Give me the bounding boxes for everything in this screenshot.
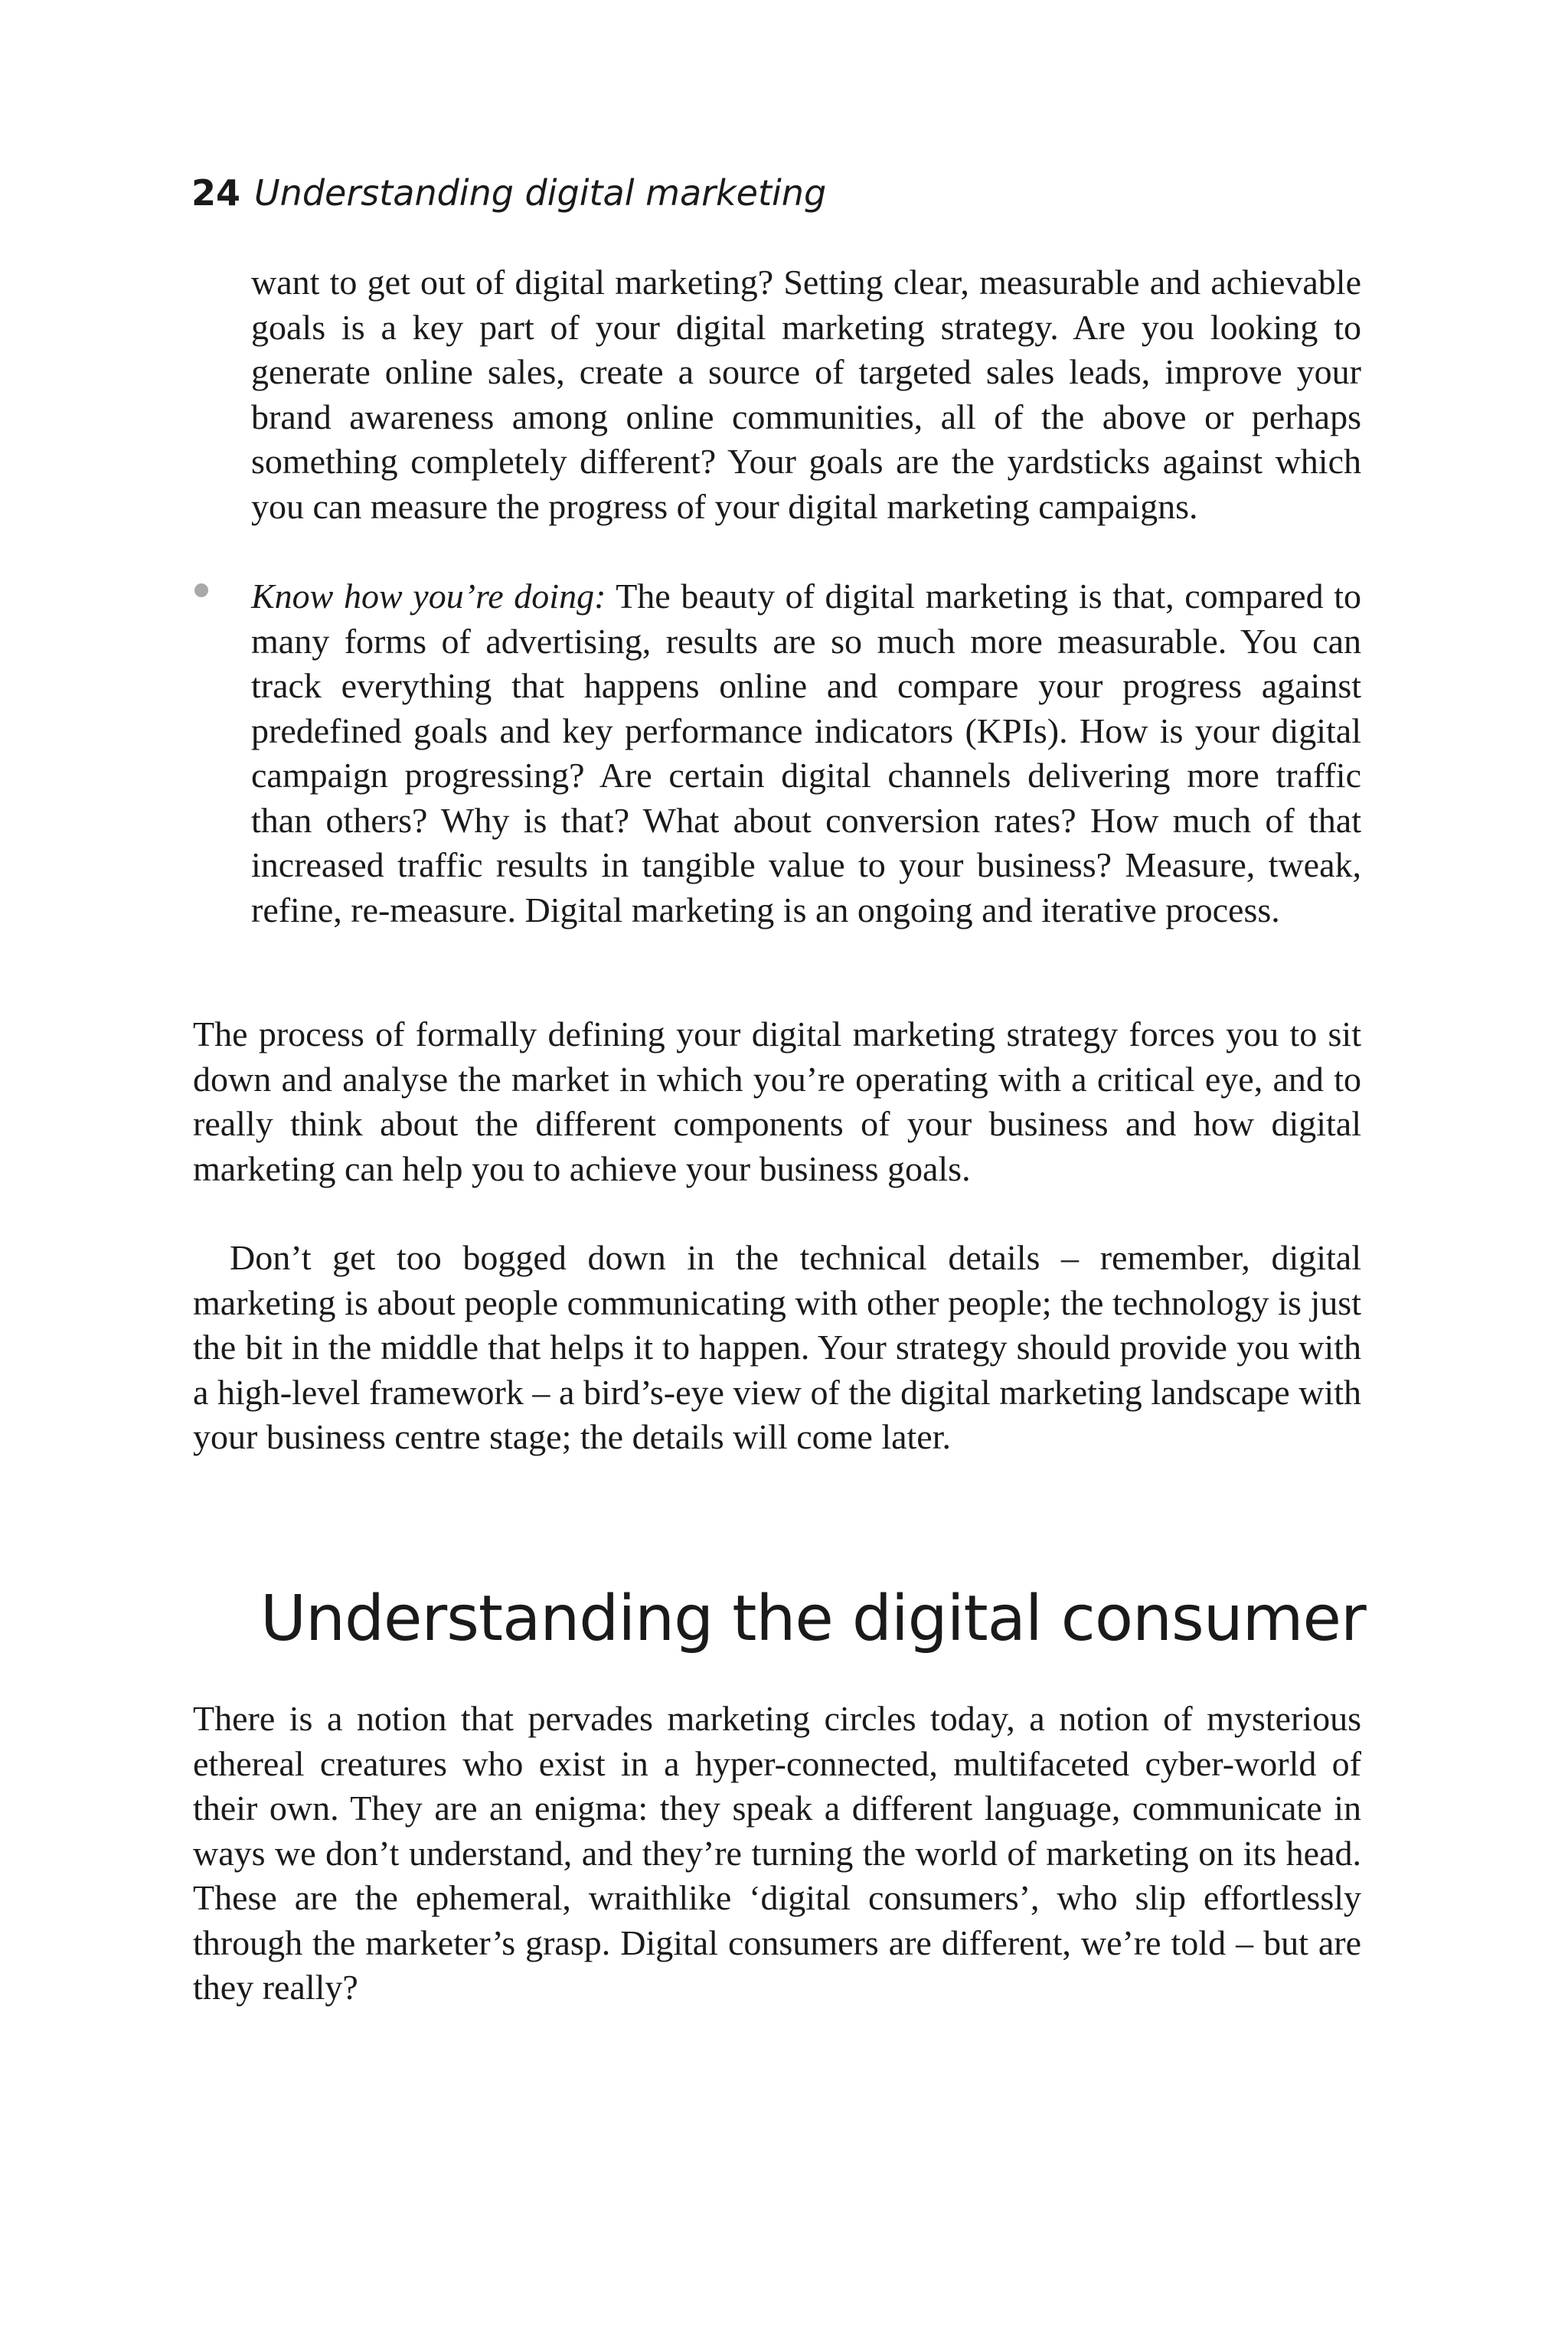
continued-bullet-paragraph: want to get out of digital marketing? Setting clear, measurable and achievable goals is a key part of your digital marketing strategy. Are you looking to generate online sales, create a source of targeted sales leads, improve your brand awareness among online communities, all of the above or perhaps something completely different? Your goals are the yardsticks against which you can measure the progress of your digital marketing campaigns. [251, 263, 1361, 526]
section-paragraph: There is a notion that pervades marketing circles today, a notion of mysterious ethereal creatures who exist in a hyper-connected, multifaceted cyber-world of their own. They are an enigma: they speak a different language, communicate in ways we don’t understand, and they’re turning the world of marketing on its head. These are the ephemeral, wraithlike ‘digital consumers’, who slip effortlessly through the marketer’s grasp. Digital consumers are different, we’re told – but are they really? [193, 1699, 1361, 2007]
section-heading: Understanding the digital consumer [260, 1583, 1366, 1655]
running-title: Understanding digital marketing [254, 172, 827, 214]
running-head [191, 170, 826, 216]
bullet-body: The beauty of digital marketing is that, compared to many forms of advertising, results are so much more measurable. You can track everything that happens online and compare your progress against predefined goals and key performance indicators (KPIs). How is your digital campaign progressing? Are certain digital channels delivering more traffic than others? Why is that? What about conversion rates? How much of that increased traffic results in tangible value to your business? Measure, tweak, refine, re-measure. Digital marketing is an ongoing and iterative process. [251, 577, 1361, 929]
bullet-paragraph [251, 574, 1361, 933]
page-number: 24 [191, 172, 241, 214]
bullet-lead-in: Know how you’re doing: [251, 577, 606, 616]
body-paragraph: The process of formally defining your digital marketing strategy forces you to sit down and analyse the market in which you’re operating with a critical eye, and to really think about the different components of your business and how digital marketing can help you to achieve your business goals. [193, 1014, 1361, 1188]
bullet-point-icon [194, 583, 208, 597]
body-paragraph: Don’t get too bogged down in the technical details – remember, digital marketing is about people communicating with other people; the technology is just the bit in the middle that helps it to happen. Your strategy should provide you with a high-level framework – a bird’s-eye view of the digital marketing landscape with your business centre stage; the details will come later. [193, 1238, 1361, 1456]
